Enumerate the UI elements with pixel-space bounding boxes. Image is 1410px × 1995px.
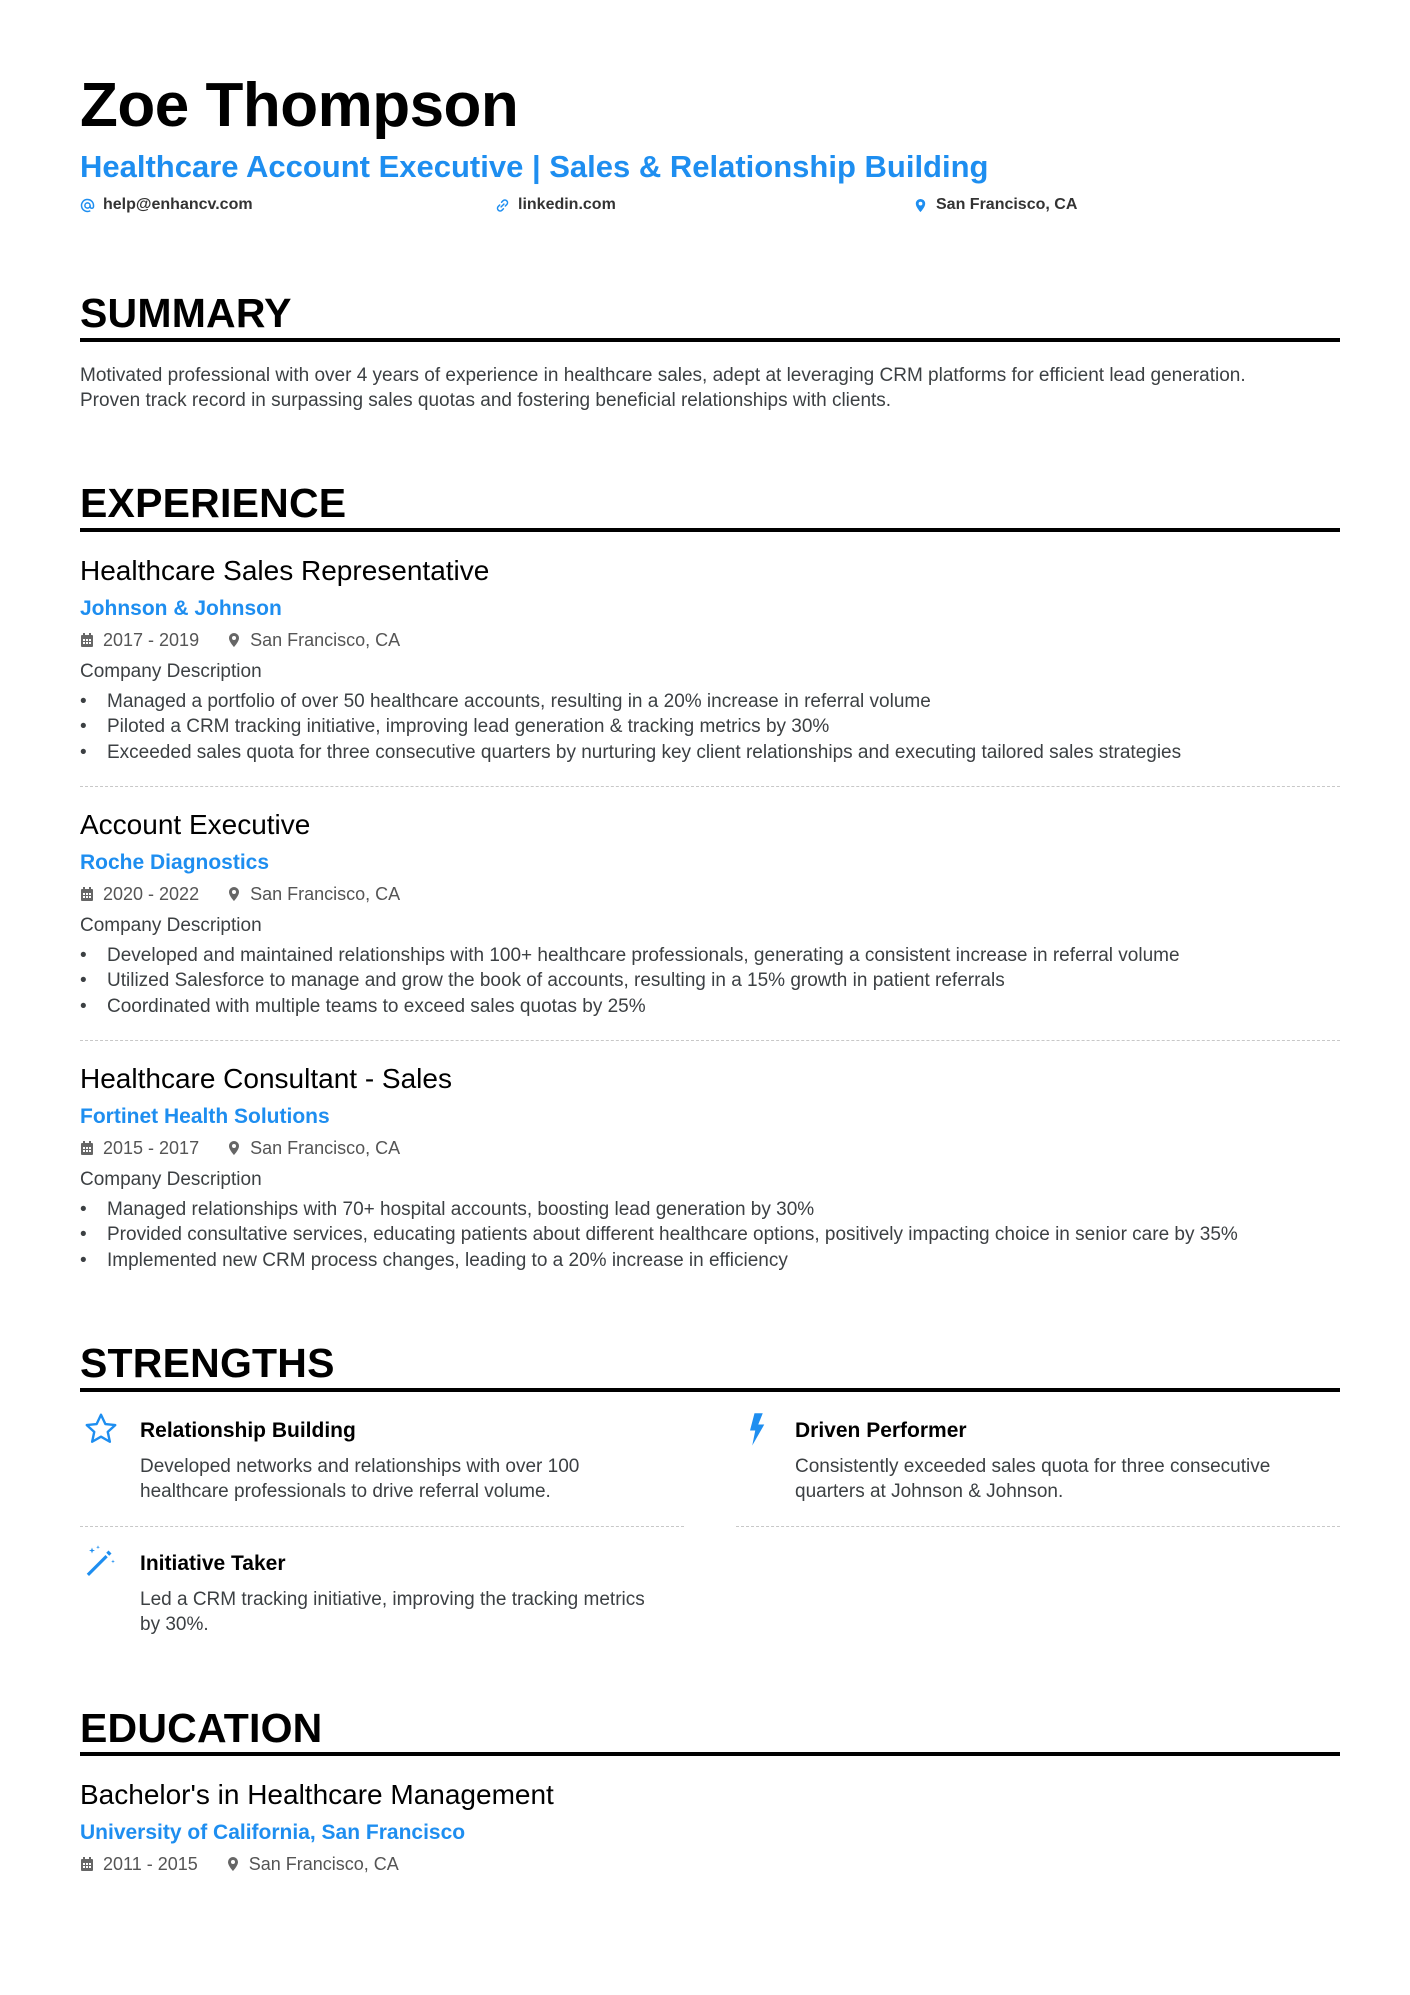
candidate-name: Zoe Thompson (80, 71, 519, 140)
company-name: Fortinet Health Solutions (80, 1105, 330, 1128)
strength-description: Developed networks and relationships with over 100 healthcare professionals to drive referral volume. (140, 1456, 580, 1502)
location-pin-icon (227, 1140, 241, 1156)
job-dates: 2020 - 2022 (103, 884, 200, 904)
star-icon (83, 1411, 119, 1447)
job-location: San Francisco, CA (250, 1138, 401, 1158)
strength-separator (80, 1526, 684, 1527)
contact-email-text: help@enhancv.com (103, 196, 253, 213)
experience-divider (80, 528, 1340, 532)
summary-line-2: Proven track record in surpassing sales quotas and fostering beneficial relationships with clients. (80, 390, 892, 411)
job-title: Healthcare Consultant - Sales (80, 1063, 452, 1094)
education-meta (80, 1852, 399, 1876)
degree-title: Bachelor's in Healthcare Management (80, 1779, 554, 1810)
job-bullet: • Managed a portfolio of over 50 healthcare accounts, resulting in a 20% increase in referral volume (80, 691, 931, 712)
job-dates: 2017 - 2019 (103, 630, 200, 650)
location-pin-icon (227, 886, 241, 902)
company-description: Company Description (80, 661, 262, 682)
strength-separator (736, 1526, 1340, 1527)
company-name: Johnson & Johnson (80, 597, 282, 620)
lightning-bolt-icon (738, 1411, 774, 1447)
job-title: Account Executive (80, 809, 311, 840)
job-bullet: • Exceeded sales quota for three consecutive quarters by nurturing key client relationships and executing tailored sales strategies (80, 742, 1182, 763)
calendar-icon (80, 1140, 94, 1156)
entry-separator (80, 1040, 1340, 1041)
job-bullet: • Developed and maintained relationships with 100+ healthcare professionals, generating a consistent increase in referral volume (80, 945, 1180, 966)
experience-heading: EXPERIENCE (80, 480, 347, 526)
calendar-icon (80, 1856, 94, 1872)
company-description: Company Description (80, 915, 262, 936)
strengths-divider (80, 1388, 1340, 1392)
school-name: University of California, San Francisco (80, 1821, 466, 1844)
job-dates: 2015 - 2017 (103, 1138, 200, 1158)
job-location: San Francisco, CA (250, 884, 401, 904)
contact-location-text: San Francisco, CA (936, 196, 1078, 213)
education-location: San Francisco, CA (248, 1854, 399, 1874)
calendar-icon (80, 632, 94, 648)
candidate-headline: Healthcare Account Executive | Sales & Relationship Building (80, 149, 989, 184)
summary-line-1: Motivated professional with over 4 years of experience in healthcare sales, adept at leveraging CRM platforms for efficient lead generation. (80, 365, 1246, 386)
strength-title: Initiative Taker (140, 1552, 286, 1575)
job-bullet: • Provided consultative services, educating patients about different healthcare options, positively impacting choice in senior care by 35% (80, 1224, 1238, 1245)
job-meta (80, 882, 400, 906)
job-meta (80, 1136, 400, 1160)
job-bullet: • Managed relationships with 70+ hospital accounts, boosting lead generation by 30% (80, 1199, 815, 1220)
company-description: Company Description (80, 1169, 262, 1190)
summary-heading: SUMMARY (80, 290, 292, 336)
job-bullet: • Coordinated with multiple teams to exceed sales quotas by 25% (80, 996, 646, 1017)
strengths-heading: STRENGTHS (80, 1340, 335, 1386)
at-icon (80, 198, 95, 213)
strength-title: Relationship Building (140, 1419, 356, 1442)
contact-linkedin-text: linkedin.com (518, 196, 616, 213)
contact-linkedin[interactable] (495, 194, 616, 216)
strength-description: Consistently exceeded sales quota for three consecutive quarters at Johnson & Johnson. (795, 1456, 1271, 1502)
calendar-icon (80, 886, 94, 902)
company-name: Roche Diagnostics (80, 851, 270, 874)
strength-title: Driven Performer (795, 1419, 967, 1442)
job-bullet: • Piloted a CRM tracking initiative, improving lead generation & tracking metrics by 30% (80, 716, 830, 737)
job-title: Healthcare Sales Representative (80, 555, 490, 586)
job-bullet: • Utilized Salesforce to manage and grow the book of accounts, resulting in a 15% growth in patient referrals (80, 970, 1005, 991)
job-meta (80, 628, 400, 652)
summary-divider (80, 338, 1340, 342)
education-dates: 2011 - 2015 (103, 1854, 198, 1874)
strength-description: Led a CRM tracking initiative, improving the tracking metrics by 30%. (140, 1589, 645, 1635)
magic-wand-icon (83, 1543, 119, 1579)
job-location: San Francisco, CA (250, 630, 401, 650)
job-bullet: • Implemented new CRM process changes, leading to a 20% increase in efficiency (80, 1250, 788, 1271)
location-pin-icon (227, 632, 241, 648)
education-divider (80, 1752, 1340, 1756)
link-icon (495, 198, 510, 213)
entry-separator (80, 786, 1340, 787)
contact-location (913, 194, 1077, 216)
location-pin-icon (913, 198, 928, 213)
contact-email[interactable] (80, 194, 253, 216)
education-heading: EDUCATION (80, 1705, 323, 1751)
location-pin-icon (226, 1856, 240, 1872)
